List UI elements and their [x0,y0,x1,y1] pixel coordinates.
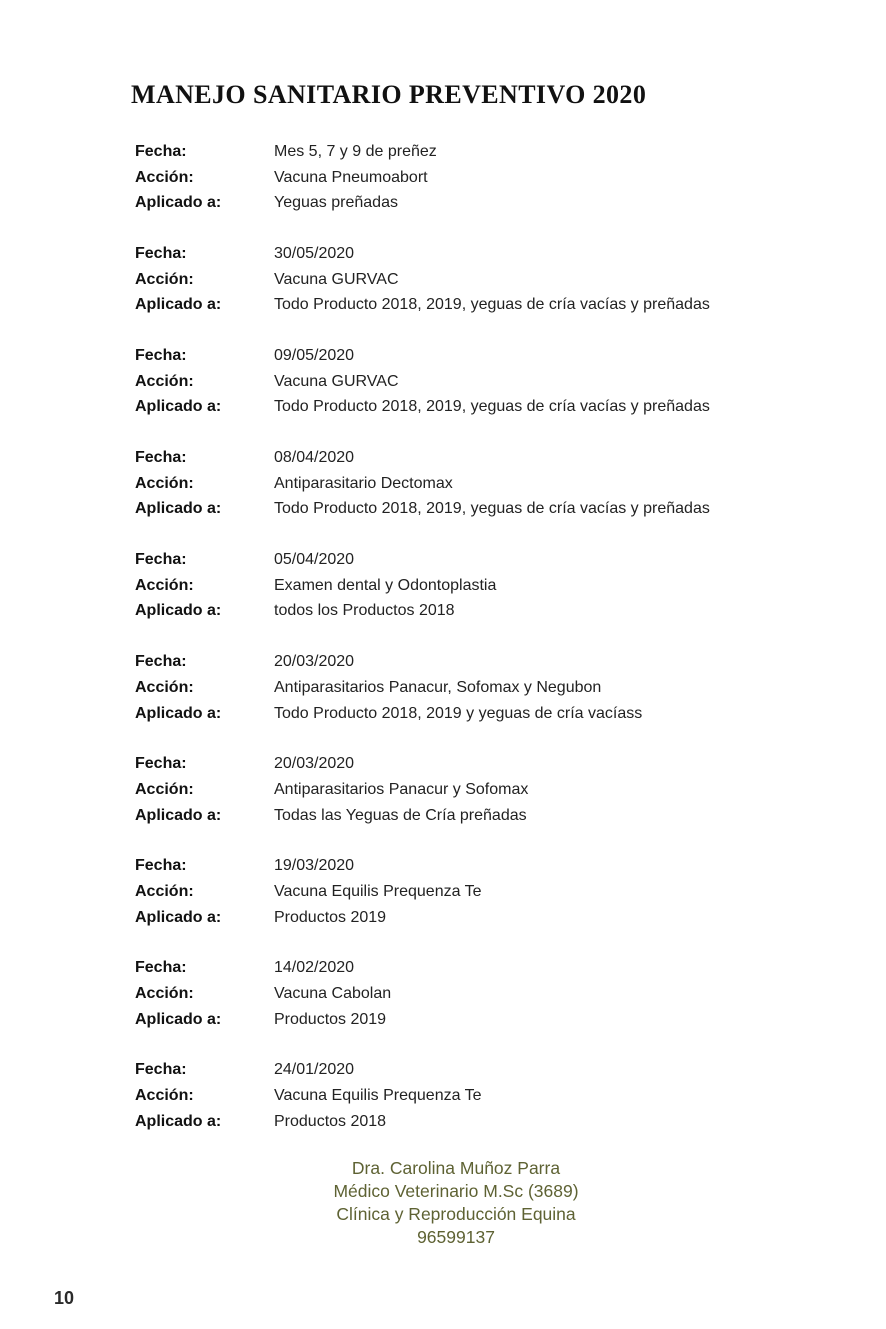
aplicado-row [135,1007,835,1033]
fecha-value: 20/03/2020 [274,755,355,773]
entry [135,751,835,828]
accion-value: Examen dental y Odontoplastia [274,576,497,594]
entry [135,1058,835,1135]
aplicado-row [135,395,835,421]
accion-value: Antiparasitarios Panacur y Sofomax [274,780,529,798]
aplicado-row [135,701,835,727]
accion-value: Vacuna Cabolan [274,985,392,1003]
accion-row [135,165,835,191]
aplicado-label: Aplicado a: [135,908,222,926]
fecha-value: 05/04/2020 [274,551,355,569]
aplicado-row [135,292,835,318]
aplicado-value: Todo Producto 2018, 2019, yeguas de cría vacías y preñadas [274,500,710,518]
accion-row [135,675,835,701]
sanitary-entries-list [135,139,835,1160]
aplicado-label: Aplicado a: [135,194,222,212]
entry [135,649,835,726]
entry [135,445,835,522]
aplicado-value: Productos 2019 [274,1010,387,1028]
accion-row [135,879,835,905]
aplicado-value: Todo Producto 2018, 2019 y yeguas de cría vacíass [274,704,643,722]
accion-row [135,369,835,395]
accion-value: Antiparasitarios Panacur, Sofomax y Negubon [274,678,602,696]
entry [135,241,835,318]
accion-label: Acción: [135,882,194,900]
aplicado-label: Aplicado a: [135,500,222,518]
accion-row [135,267,835,293]
fecha-row [135,343,835,369]
aplicado-label: Aplicado a: [135,704,222,722]
fecha-label: Fecha: [135,244,187,262]
aplicado-value: Todo Producto 2018, 2019, yeguas de cría vacías y preñadas [274,398,710,416]
fecha-row [135,547,835,573]
fecha-label: Fecha: [135,449,187,467]
fecha-label: Fecha: [135,959,187,977]
fecha-label: Fecha: [135,653,187,671]
aplicado-label: Aplicado a: [135,296,222,314]
aplicado-row [135,1109,835,1135]
accion-label: Acción: [135,270,194,288]
aplicado-row [135,803,835,829]
fecha-value: 19/03/2020 [274,857,355,875]
accion-label: Acción: [135,678,194,696]
aplicado-value: Todas las Yeguas de Cría preñadas [274,806,527,824]
fecha-row [135,1058,835,1084]
accion-value: Vacuna GURVAC [274,372,399,390]
accion-value: Vacuna GURVAC [274,270,399,288]
aplicado-value: todos los Productos 2018 [274,602,455,620]
accion-value: Vacuna Equilis Prequenza Te [274,882,482,900]
aplicado-row [135,905,835,931]
fecha-label: Fecha: [135,142,187,160]
accion-label: Acción: [135,372,194,390]
accion-label: Acción: [135,576,194,594]
fecha-row [135,853,835,879]
aplicado-value: Yeguas preñadas [274,194,398,212]
fecha-label: Fecha: [135,857,187,875]
fecha-row [135,649,835,675]
fecha-value: 24/01/2020 [274,1061,355,1079]
accion-row [135,471,835,497]
aplicado-label: Aplicado a: [135,1010,222,1028]
fecha-row [135,445,835,471]
accion-label: Acción: [135,474,194,492]
accion-value: Antiparasitario Dectomax [274,474,453,492]
fecha-label: Fecha: [135,551,187,569]
page-title: MANEJO SANITARIO PREVENTIVO 2020 [131,80,647,109]
aplicado-value: Productos 2018 [274,1112,387,1130]
accion-value: Vacuna Equilis Prequenza Te [274,1087,482,1105]
aplicado-row [135,599,835,625]
page-number: 10 [54,1288,75,1308]
aplicado-label: Aplicado a: [135,806,222,824]
accion-row [135,981,835,1007]
veterinarian-signature [0,1157,886,1249]
signature-specialty: Clínica y Reproducción Equina [336,1204,576,1224]
fecha-row [135,241,835,267]
aplicado-label: Aplicado a: [135,602,222,620]
fecha-label: Fecha: [135,346,187,364]
fecha-value: 08/04/2020 [274,449,355,467]
accion-label: Acción: [135,1087,194,1105]
fecha-value: 14/02/2020 [274,959,355,977]
aplicado-label: Aplicado a: [135,1112,222,1130]
fecha-row [135,956,835,982]
fecha-value: 09/05/2020 [274,346,355,364]
fecha-value: Mes 5, 7 y 9 de preñez [274,142,437,160]
fecha-value: 20/03/2020 [274,653,355,671]
accion-row [135,573,835,599]
signature-phone: 96599137 [417,1227,495,1247]
accion-label: Acción: [135,780,194,798]
accion-row [135,1083,835,1109]
fecha-label: Fecha: [135,755,187,773]
signature-title: Médico Veterinario M.Sc (3689) [333,1181,579,1201]
signature-name: Dra. Carolina Muñoz Parra [351,1158,561,1178]
entry [135,956,835,1033]
entry [135,343,835,420]
entry [135,547,835,624]
aplicado-row [135,497,835,523]
accion-label: Acción: [135,168,194,186]
fecha-row [135,139,835,165]
aplicado-value: Todo Producto 2018, 2019, yeguas de cría vacías y preñadas [274,296,710,314]
accion-value: Vacuna Pneumoabort [274,168,428,186]
fecha-row [135,751,835,777]
aplicado-label: Aplicado a: [135,398,222,416]
aplicado-row [135,190,835,216]
entry [135,139,835,216]
aplicado-value: Productos 2019 [274,908,387,926]
fecha-value: 30/05/2020 [274,244,355,262]
entry [135,853,835,930]
accion-label: Acción: [135,985,194,1003]
fecha-label: Fecha: [135,1061,187,1079]
accion-row [135,777,835,803]
